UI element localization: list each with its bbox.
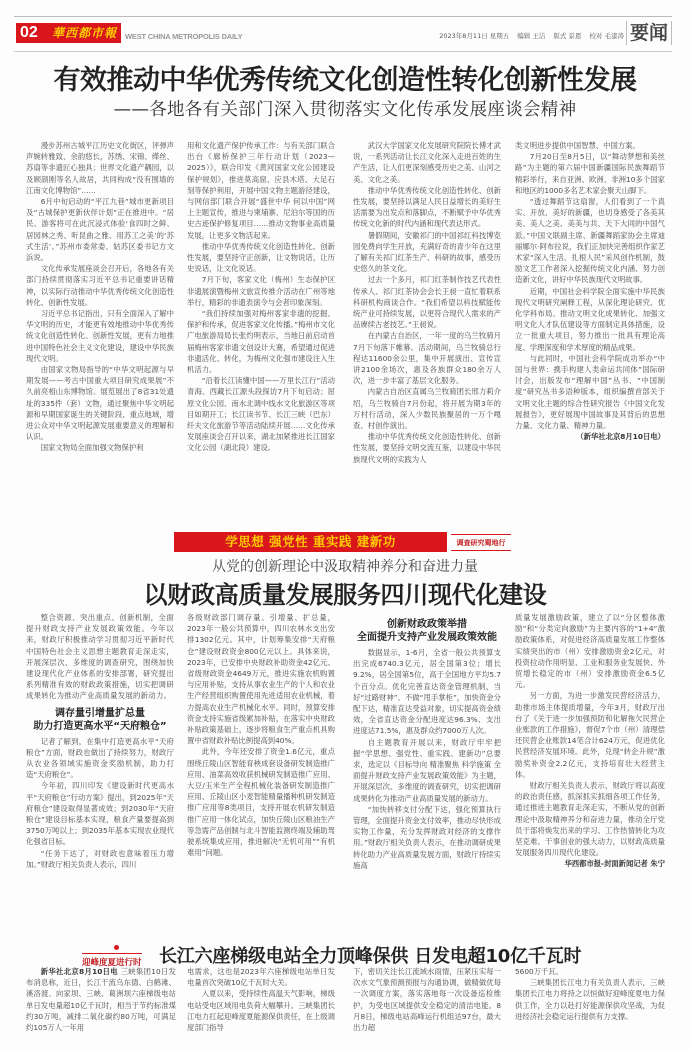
article3-column-3 [353, 966, 501, 1033]
article1-column-3 [353, 140, 501, 465]
paragraph: “任务下达了，对财政也意味着压力增加。”财政厅相关负责人表示，四川 [26, 848, 174, 869]
article1-dateline: （新华社北京8月10日电） [576, 432, 665, 442]
paragraph: 财政厅相关负责人表示，财政厅将以高度的政治责任感，抓深抓实抓细各项工作任务，通过推进主题教育走深走实，不断从党的创新理论中汲取精神养分和奋进力量，推动全厅党员干部将焕发出来的学习、工作热情转化为攻坚克难、干事创业的强大动力，以财政高质量发展服务四川现代化建设。 [515, 781, 665, 858]
paragraph: 国家文物局全面加强文物保护利 [40, 443, 144, 453]
article1-column-1 [26, 140, 174, 454]
paragraph: 另一方面，为进一步激发民营经济活力，助推市场主体提质增量，今年3月，财政厅出台了《关于进一步加强预防和化解拖欠民营企业账款的工作措施》，督促7个市（州）清理偿还民营企业账款14笔合计624万元，促进优化民营经济发展环境。此外，兑现“转企升规”激励奖补资金2.2亿元，支持培育壮大经营主体。 [515, 691, 665, 779]
article3-column-1 [26, 966, 176, 1033]
paper-logo: 華西都市報 [42, 23, 121, 43]
editor-credit: 编辑 王洁 [517, 32, 546, 40]
layout-credit: 版式 景恩 [553, 32, 582, 40]
article2-column-2 [187, 612, 335, 858]
tag-dot [114, 945, 119, 950]
paragraph: “加快转移支付分配下达，强化预算执行管理，全面提升资金支付效率，推动尽快形成实物工作量，充分发挥财政对经济的支撑作用。”财政厅相关负责人表示，在推动调研成果转化助力产业高质量发展方面，财政厅持续实施高 [353, 804, 501, 870]
paragraph: 推动中华优秀传统文化创造性转化、创新性发展，要坚持文明交流互鉴，以建设中华民族现代文明的实践为人 [353, 432, 501, 464]
paragraph: 由国家文物局指导的“中华文明起源与早期发展——考古中国重大项目研究成果展”不久前亮相山东博物馆。展览展出了8省31处遗址的335件（套）文物，通过聚焦中华文明起源和早期国家诞生的关键阶段、重点地域，增进公众对中华文明起源发展重要意义的理解和认识。 [26, 365, 174, 442]
paragraph: 武汉大学国家文化发展研究院院长傅才武说，一系列活动让长江文化深入走进百姓的生产生活，让人们更深刻感受历史之美、山河之美、文化之美。 [353, 141, 501, 184]
masthead [16, 23, 242, 43]
subhead-2-line2: 全面提升支持产业发展政策效能 [357, 632, 497, 643]
article1-title: 有效推动中华优秀传统文化创造性转化创新性发展 [53, 65, 637, 96]
paragraph: 推动中华优秀传统文化创造性转化、创新性发展，要坚持守正创新，让文物说话，让历史说话，让文化说话。 [187, 241, 335, 274]
paragraph: 电需求，这也是2023年六座梯级电站单日发电量首次突破10亿千瓦时大关。 [187, 967, 335, 988]
header-rule [14, 51, 672, 52]
paragraph [26, 966, 176, 1033]
paragraph: 三峡集团长江电力有关负责人表示，三峡集团长江电力将持之以恒做好迎峰度夏电力保供工作，全力以赴打好能源保供攻坚战，为促进经济社会稳定运行提供有力支撑。 [515, 978, 665, 1021]
paragraph: “我们持续加强对梅州客家非遗的挖掘、保护和传承，促进客家文化传播。”梅州市文化广电旅游局局长张灼明表示，当地日前启动首届梅州客家非遗文创设计大赛，希望通过促进非遗活化、转化，为梅州文化强市建设注入生机活力。 [187, 309, 335, 375]
paragraph-text: 三峡集团10日发布消息称，近日，长江干流乌东德、白鹤滩、溪洛渡、向家坝、三峡、葛洲坝六座梯级电站单日发电量超10亿千瓦时，相当于节约标准煤约30万吨，减排二氧化碳约80万吨，可满足约105万人一年用 [26, 967, 176, 1033]
article3-column-2 [187, 966, 335, 1033]
article3-column-4 [515, 966, 665, 1022]
paragraph: 内蒙古自治区直属乌兰牧骑团长邢力莉介绍，乌兰牧骑自7月份起，将开展为期3年的万村行活动，深入少数民族聚居的一万个嘎查、村创作演出。 [353, 387, 501, 431]
paragraph: 此外，今年还安排了资金1.6亿元，重点围绕丘陵山区智能育秧成套设备研发制造推广应用、油菜高效收获机械研发制造推广应用、大豆/玉米生产全程机械化装备研发制造推广应用、丘陵山区小麦智能精量播种机研发制造推广应用等8类项目，支持开展农机研发制造推广应用一体化试点，加快丘陵山区粮油生产等急需产品创制与北斗智能监测终端及辅助驾驶系统集成应用，推进解决“无机可用”“有机难用”问题。 [187, 747, 335, 858]
paragraph: 用和文化遗产保护传承工作：与有关部门联合出台《廊桥保护三年行动计划（2023—2025）》，联合印发《黄河国家文化公园建设保护规划》，推进莫高窟、应县木塔、大足石刻等保护利用，开展中国文物主题游径建设，与网信部门联合开展“盛世中华 何以中国”网上主题宣传，推进与柬埔寨、尼泊尔等国的历史古迹保护修复项目……推动文物事业高质量发展，让更多文物活起来。 [187, 141, 335, 240]
paragraph: 记者了解到，在集中打造更高水平“天府粮仓”方面，财政也做出了持续努力，财政厅从农业各领域实施资金奖励机制，助力打造“天府粮仓”。 [26, 736, 174, 780]
paragraph: 过去一个多月，祁门红茶制作技艺代表性传承人、祁门红茶协会会长王昶一直忙着联系科研机构商谈合作。“我们希望以科技赋能传统产业可持续发展，以更符合现代人需求的产品赓续古老技艺。”王昶说。 [353, 275, 501, 330]
article2-column-4 [515, 612, 665, 870]
paragraph: 质量发展激励政策，建立了以“分区整体激励”和“分类定向激励”为主要内容的“1+4”激励政策体系，对促进经济高质量发展工作整体实绩突出的市（州）安排激励资金2亿元，对投资拉动作用明显、工业和服务业发展快、外贸增长稳定的市（州）安排激励资金6.5亿元。 [515, 613, 665, 690]
paragraph: 习近平总书记指出，只有全面深入了解中华文明的历史，才能更有效地推动中华优秀传统文化创造性转化、创新性发展，更有力地推进中国特色社会主义文化建设，建设中华民族现代文明。 [26, 309, 174, 363]
paper-name-en: WEST CHINA METROPOLIS DAILY [125, 31, 243, 41]
paragraph: 各级财政部门调存量、引增量、扩总量，2023年一般公共预算中，四川农林水支出安排1302亿元。其中，计划筹集安排“天府粮仓”建设财政资金800亿元以上。具体来说，2023年，已安排中央财政补助资金42亿元、省级财政资金4649万元，推进实施农机购置与应用补贴，支持从事农业生产的个人和农业生产经营组织购置使用先进适用农业机械，着力提高农业生产机械化水平。同时，预算安排资金支持实施省级累加补贴，在落实中央财政补贴政策基础上，逐步将粮食生产重点机具购置中省财政补贴比例提高到40%。 [187, 613, 335, 746]
page-number: 02 [16, 23, 42, 43]
paragraph: 6月中旬启动的“平江九巷”城市更新项目及“古城保护更新伙伴计划”正在推进中。“居民、游客将可在此沉浸式体验‘食四时之鲜、居园林之秀、听昆曲之雅、用苏工之美’的‘苏式生活’。”苏州市委常委、姑苏区委书记方文浜说。 [26, 197, 174, 263]
paragraph: 自主题教育开展以来，财政厅牢牢把握“学思想、强党性、重实践、建新功”总要求，选定以《目标导向 精准聚焦 科学施策 全面提升财政支持产业发展政策效能》为主题，开展深层次、多维度的调查研究，切实把调研成果转化为推动产业高质量发展的新动力。 [353, 737, 501, 803]
paragraph: 漫步苏州古城平江历史文化街区，评弹声声婉转雅致、余韵悠长，苏绣、宋锦、缂丝、苏扇等非遗匠心独具；世界文化遗产耦园，以及顾颉刚等名人故居，共同构成“没有围墙的江南文化博物馆”…… [26, 141, 174, 195]
paragraph: 推动中华优秀传统文化创造性转化、创新性发展，要坚持以满足人民日益增长的美好生活需要为出发点和落脚点，不断赋予中华优秀传统文化新的时代内涵和现代表达形式。 [353, 185, 501, 229]
issue-meta [439, 31, 624, 40]
paragraph: 入夏以来，受持续性高温天气影响，梯级电站受电区域用电负荷大幅攀升。三峡集团长江电力扛起迎峰度夏能源保供责任，在上级调度部门指导 [187, 989, 335, 1033]
intro-paragraph: 整合资源、突出重点、创新机制，全面提升财政支持产业发展政策效能。今年以来，财政厅积极推动学习贯彻习近平新时代中国特色社会主义思想主题教育走深走实，开展深层次、多维度的调查研究，围绕加快建设现代化产业体系的安排部署，研究提出系列精准有效的财政政策措施，切实把调研成果转化为推动产业高质量发展的新动力。 [26, 613, 174, 701]
section-tag: 要闻 [626, 21, 672, 45]
paragraph: 5600万千瓦。 [515, 967, 564, 976]
paragraph: 今年初，四川印发《建设新时代更高水平“天府粮仓”行动方案》提出，到2025年“天府粮仓”建设取得显著成效；到2030年“天府粮仓”建设目标基本实现，粮食产量要提高到3750万吨以上；到2035年基本实现农业现代化强省目标。 [26, 781, 174, 847]
subhead-1 [26, 707, 174, 733]
paragraph: 7月下旬，客家文化（梅州）生态保护区非遗展演暨梅州文旅宣传推介活动在广州等地举行，精彩的非遗表演令与会者印象深刻。 [187, 275, 335, 307]
article2-byline: 华西都市报-封面新闻记者 朱宁 [564, 859, 665, 869]
subhead-1-line1: 调存量引增量扩总量 [55, 707, 145, 719]
column-tag: 调查研究蜀地行 [451, 534, 511, 551]
paragraph: 数据显示，1-6月，全省一般公共预算支出完成6740.3亿元，居全国第3位；增长9.2%，居全国第5位，高于全国地方平均5.7个百分点。优化完善直达资金管理机制，当好“过路财神”、不做“甩手掌柜”，加快资金分配下达，精准直达受益对象，切实提高资金绩效，全省直达资金分配进度达96.3%、支出进度达71.5%，惠及群众约7000万人次。 [353, 648, 501, 736]
article1-column-4 [515, 140, 665, 442]
paragraph: 暑假期间，安徽祁门的中国祁红科技博览园免费向学生开放，充满好奇的青少年在这里了解有关祁门红茶生产、科研的故事，感受历史悠久的茶文化。 [353, 230, 501, 274]
article2-title: 以财政高质量发展服务四川现代化建设 [143, 581, 547, 609]
article2-kicker: 从党的创新理论中汲取精神养分和奋进力量 [212, 559, 478, 575]
article3-title: 长江六座梯级电站全力顶峰保供 日发电超10亿千瓦时 [159, 946, 582, 967]
issue-date: 2023年8月11日 星期五 [439, 32, 510, 40]
paragraph: 下，密切关注长江流域水雨情，压紧压实每一次水文气象预测预报与沟通协调，做精做优每一次调度方案，落实落地每一次设备巡检维护，为受电区域提供安全稳定的清洁电能。8月8日，梯级电站高峰运行机组达97台，最大出力超 [353, 967, 501, 1033]
paragraph: “透过舞蹈节这扇窗，人们看到了一个真实、开放、美好的新疆，也切身感受了各美其美、美人之美、美美与共、天下大同的中国气派。”中国文联副主席、新疆舞蹈家协会主席迪丽娜尔·阿布拉说，我们正加快完善组织作家艺术家“深入生活、扎根人民”采风创作机制，鼓励文艺工作者深入挖掘传统文化内涵、努力创造新文化，讲好中华民族现代文明故事。 [515, 197, 665, 285]
paragraph: 与此同时，中国社会科学院成功举办“中国与世界：携手构建人类命运共同体”国际研讨会，出版发布“理解中国”丛书、“中国制度”研究丛书多语种版本，组织编撰首部关于文明文化主题的综合性研究报告《中国文化发展报告》，更好展现中国故事及其背后的思想力量、文化力量、精神力量。 [515, 353, 665, 431]
subhead-2 [353, 618, 501, 644]
top-rule [14, 16, 672, 17]
campaign-banner: 学思想 强党性 重实践 建新功 [174, 532, 447, 552]
paragraph: 在内蒙古自治区，一年一度的乌兰牧骑月7月下旬落下帷幕。活动期间，乌兰牧骑总行程达11600余公里，集中开展演出、宣传宣讲2100余场次，惠及各族群众180余万人次，进一步丰富了基层文化服务。 [353, 331, 501, 386]
article1-column-2 [187, 140, 335, 454]
article1-subtitle: ——各地各有关部门深入贯彻落实文化传承发展座谈会精神 [113, 100, 577, 120]
article2-column-1 [26, 612, 174, 870]
paragraph: 近期，中国社会科学院全面实施中华民族现代文明研究阐释工程，从深化理论研究、优化学科布局、推动文明文化成果转化、加强文明文化人才队伍建设等方面制定具体措施，设立一批重大项目，努力推出一批具有理论高度、学理深度和学术厚度的精品成果。 [515, 286, 665, 352]
subhead-2-line1: 创新财政政策举措 [387, 619, 467, 630]
paragraph: 7月20日至8月5日，以“舞动梦想和美丝路”为主题的第六届中国新疆国际民族舞蹈节精彩举行，来自亚洲、欧洲、非洲10多个国家和地区的1000多名艺术家会聚天山脚下。 [515, 152, 665, 195]
article2-column-3 [353, 618, 501, 871]
article3-dateline: 新华社北京8月10日电 [40, 967, 118, 976]
paragraph: 类文明进步提供中国智慧、中国方案。 [515, 141, 640, 150]
subhead-1-line2: 助力打造更高水平“天府粮仓” [33, 720, 167, 732]
article3-tag: 迎峰度夏进行时 [82, 953, 142, 968]
paragraph: “沿着长江读懂中国——万里长江行”活动青海、西藏长江源头段探访7月下旬启动；屈原文化公园、南水北调中线水文化旅游区等项目如期开工；长江读书节、长江三峡（巴东）纤夫文化旅游节等活动陆续开展……文化传承发展座谈会召开以来，湖北加紧推进长江国家文化公园（湖北段）建设。 [187, 376, 335, 453]
paragraph: 文化传承发展座谈会召开后，各地各有关部门持续贯彻落实习近平总书记重要讲话精神，以实际行动推动中华优秀传统文化创造性转化、创新性发展。 [26, 264, 174, 307]
proofreader-credit: 校对 毛漆涛 [589, 32, 624, 40]
